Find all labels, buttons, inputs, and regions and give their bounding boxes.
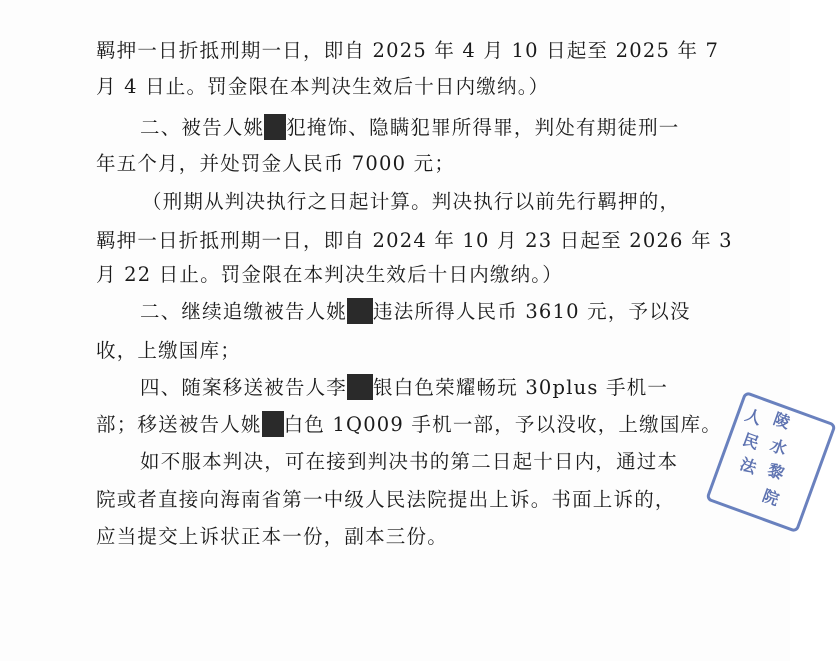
- stamp-char: 法: [737, 454, 760, 478]
- court-seal-stamp: [705, 391, 837, 534]
- text-line: [96, 411, 722, 438]
- text-line: [140, 298, 691, 325]
- text-segment: 犯掩饰、隐瞒犯罪所得罪，判处有期徒刑一: [286, 116, 680, 139]
- text-segment: 羁押一日折抵刑期一日，即自 2025 年 4 月 10 日起至 2025 年 7: [96, 39, 720, 62]
- redaction-block: [347, 374, 373, 400]
- text-segment: 月 4 日止。罚金限在本判决生效后十日内缴纳。）: [96, 75, 550, 98]
- text-line: [140, 114, 680, 141]
- text-segment: 违法所得人民币 3610 元，予以没: [373, 300, 691, 323]
- text-line: [140, 374, 668, 401]
- text-segment: 应当提交上诉状正本一份，副本三份。: [96, 525, 448, 548]
- text-line: [96, 487, 676, 513]
- text-segment: （刑期从判决执行之日起计算。判决执行以前先行羁押的，: [142, 190, 681, 213]
- text-segment: 部；移送被告人姚: [96, 413, 262, 436]
- text-segment: 收，上缴国库；: [96, 339, 241, 362]
- text-line: [96, 74, 549, 100]
- text-segment: 月 22 日止。罚金限在本判决生效后十日内缴纳。）: [96, 263, 563, 286]
- redaction-block: [347, 298, 373, 324]
- redaction-block: [262, 411, 284, 437]
- redaction-block: [264, 114, 286, 140]
- stamp-char: 水: [767, 435, 790, 459]
- text-segment: 白色 1Q009 手机一部，予以没收，上缴国库。: [283, 413, 722, 436]
- text-line: [140, 449, 678, 475]
- text-line: [96, 151, 455, 177]
- stamp-char: 民: [740, 429, 762, 454]
- stamp-char: 陵: [771, 409, 793, 433]
- text-line: [96, 262, 563, 288]
- stamp-char: 黎: [765, 460, 787, 484]
- text-segment: 年五个月，并处罚金人民币 7000 元；: [96, 152, 456, 175]
- text-line: [142, 189, 680, 215]
- stamp-char: 人: [742, 405, 765, 429]
- text-segment: 四、随案移送被告人李: [140, 376, 348, 399]
- text-segment: 银白色荣耀畅玩 30plus 手机一: [373, 376, 669, 399]
- text-line: [96, 228, 733, 254]
- text-segment: 二、继续追缴被告人姚: [140, 300, 348, 323]
- text-segment: 院或者直接向海南省第一中级人民法院提出上诉。书面上诉的，: [96, 488, 676, 511]
- text-line: [96, 524, 448, 550]
- text-segment: 二、被告人姚: [140, 116, 265, 139]
- text-line: [96, 38, 719, 64]
- text-segment: 如不服本判决，可在接到判决书的第二日起十日内，通过本: [140, 450, 679, 473]
- stamp-char: 院: [760, 485, 782, 510]
- text-segment: 羁押一日折抵刑期一日，即自 2024 年 10 月 23 日起至 2026 年 3: [96, 229, 733, 252]
- text-line: [96, 338, 241, 364]
